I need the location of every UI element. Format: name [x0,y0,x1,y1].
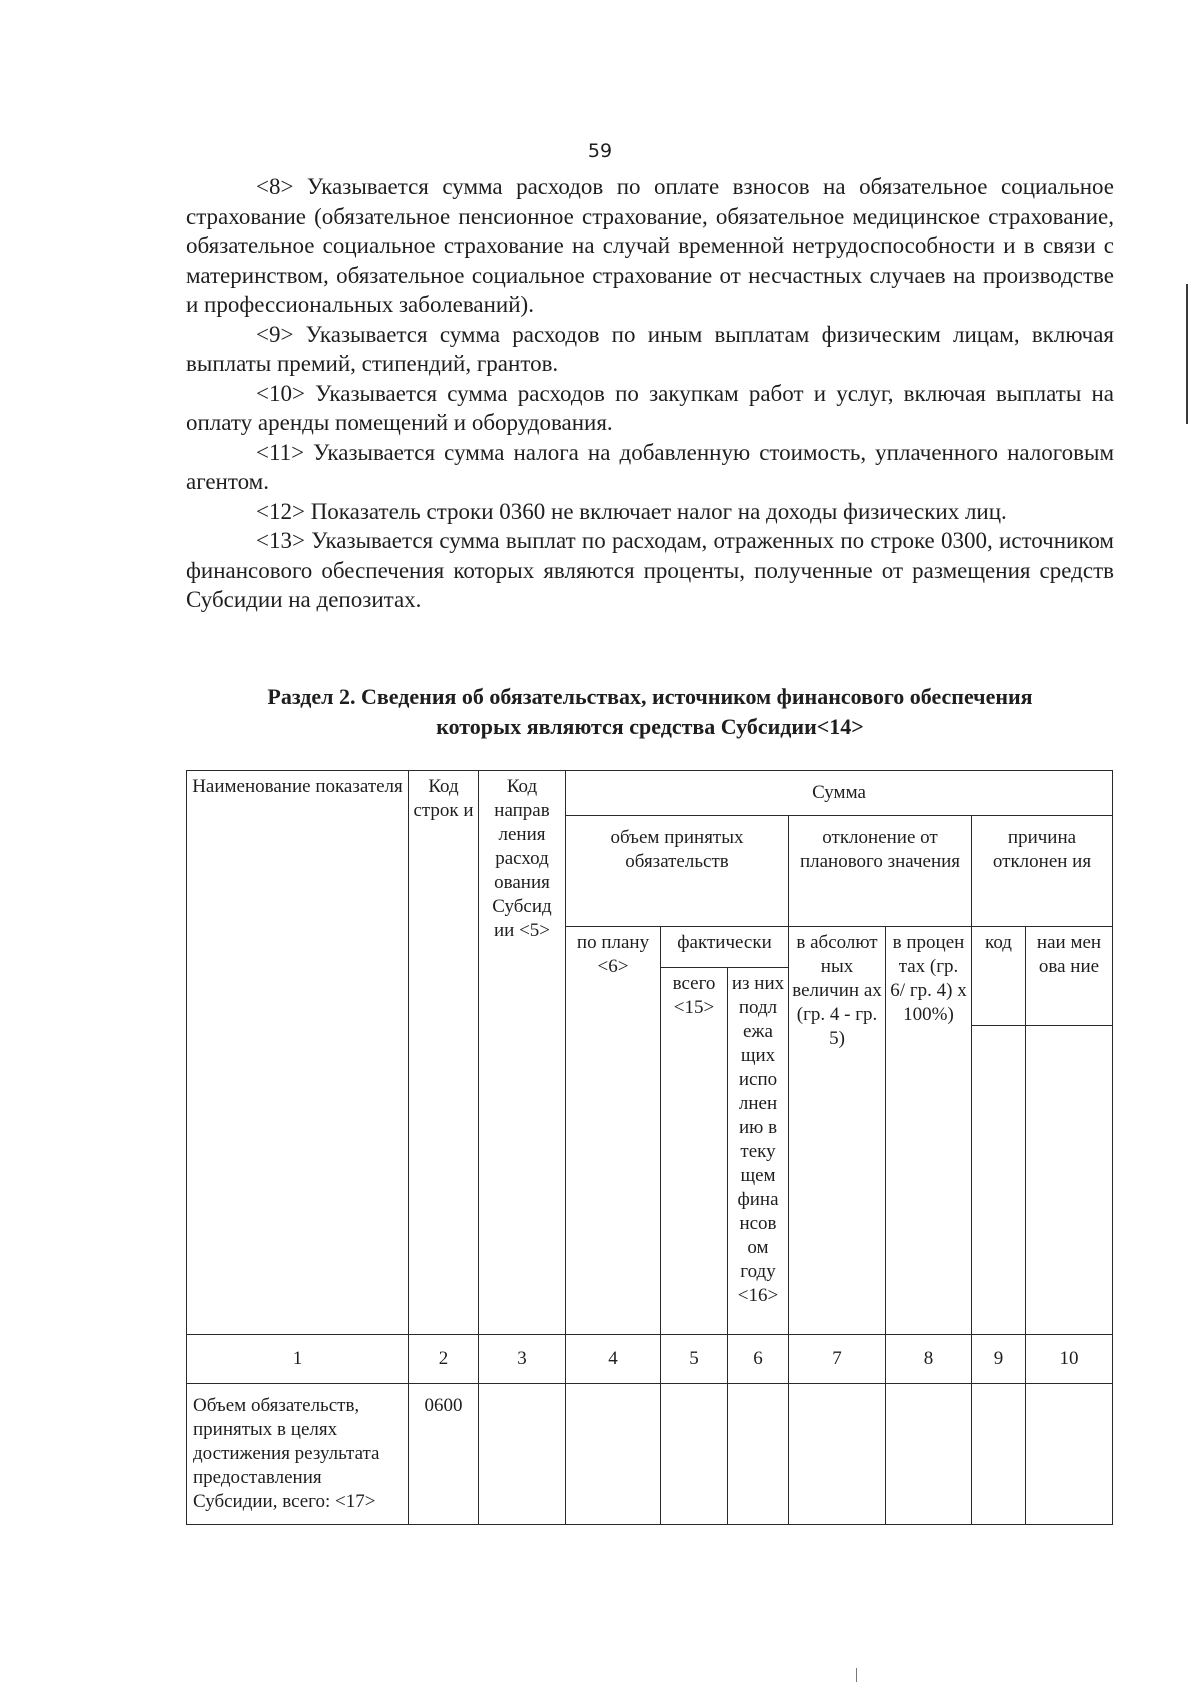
column-number-10: 10 [1026,1335,1113,1384]
section-title-line-1: Раздел 2. Сведения об обязательствах, источником финансового обеспечения [267,684,1033,709]
scan-edge-mark [1186,284,1188,424]
footnote-9: <9> Указывается сумма расходов по иным выплатам физическим лицам, включая выплаты премий, стипендий, грантов. [186,321,1114,376]
section-title-line-2: которых являются средства Субсидии<14> [436,714,864,739]
column-number-9: 9 [972,1335,1026,1384]
obligations-table-container [186,770,1112,1525]
header-actual: фактически [661,927,789,968]
column-number-7: 7 [789,1335,886,1384]
footnote-10: <10> Указывается сумма расходов по закупкам работ и услуг, включая выплаты на оплату аренды помещений и оборудования. [186,380,1114,435]
column-number-5: 5 [661,1335,728,1384]
row-name: Объем обязательств, принятых в целях достижения результата предоставления Субсидии, всего: <17> [187,1384,409,1525]
row-actual-of-which[interactable] [728,1384,789,1525]
column-number-6: 6 [728,1335,789,1384]
header-obligations: объем принятых обязательств [566,816,789,927]
footnotes [186,172,1114,615]
row-direction-code[interactable] [479,1384,566,1525]
column-number-row [187,1335,1113,1384]
header-direction-code: Код направ ления расход ования Субсид ии <5> [479,771,566,1335]
header-row-1 [187,771,1113,816]
section-title [186,682,1114,742]
column-number-3: 3 [479,1335,566,1384]
footnote-12: <12> Показатель строки 0360 не включает налог на доходы физических лиц. [256,498,1007,524]
column-number-8: 8 [886,1335,972,1384]
row-deviation-absolute[interactable] [789,1384,886,1525]
column-number-1: 1 [187,1335,409,1384]
table-row [187,1384,1113,1525]
header-name: Наименование показателя [187,771,409,1335]
column-number-4: 4 [566,1335,661,1384]
footnote-11: <11> Указывается сумма налога на добавленную стоимость, уплаченного налоговым агентом. [186,439,1114,494]
row-deviation-percent[interactable] [886,1384,972,1525]
row-plan[interactable] [566,1384,661,1525]
row-actual-total[interactable] [661,1384,728,1525]
footnote-8: <8> Указывается сумма расходов по оплате взносов на обязательное социальное страхование (обязательное пенсионное страхование, обязательное медицинское страхование, обязательное социальное страхование на случай временной нетрудоспособности и в связи с материнством, обязательное социальное страхование от несчастных случаев на производстве и профессиональных заболеваний). [186,174,1114,317]
scan-bottom-mark [856,1668,857,1682]
row-reason-name[interactable] [1026,1384,1113,1525]
footnote-13: <13> Указывается сумма выплат по расходам, отраженных по строке 0300, источником финансового обеспечения которых являются проценты, полученные от размещения средств Субсидии на депозитах. [186,528,1114,612]
obligations-table [186,770,1113,1525]
header-reason-name: наи мен ова ние [1026,927,1113,1026]
page-number: 59 [587,140,613,162]
header-actual-of-which: из них подл ежа щих испо лнен ию в теку щем фина нсов ом году <16> [728,968,789,1335]
header-row-code: Код строк и [409,771,479,1335]
header-actual-total: всего <15> [661,968,728,1335]
row-code: 0600 [409,1384,479,1525]
header-deviation: отклонение от планового значения [789,816,972,927]
column-number-2: 2 [409,1335,479,1384]
header-reason: причина отклонен ия [972,816,1113,927]
header-sum: Сумма [566,771,1113,816]
row-reason-code[interactable] [972,1384,1026,1525]
header-reason-code-blank [972,1026,1026,1335]
header-deviation-absolute: в абсолют ных величин ах (гр. 4 - гр. 5) [789,927,886,1335]
header-reason-code: код [972,927,1026,1026]
header-reason-name-blank [1026,1026,1113,1335]
header-deviation-percent: в процен тах (гр. 6/ гр. 4) x 100%) [886,927,972,1335]
header-plan: по плану <6> [566,927,661,1335]
